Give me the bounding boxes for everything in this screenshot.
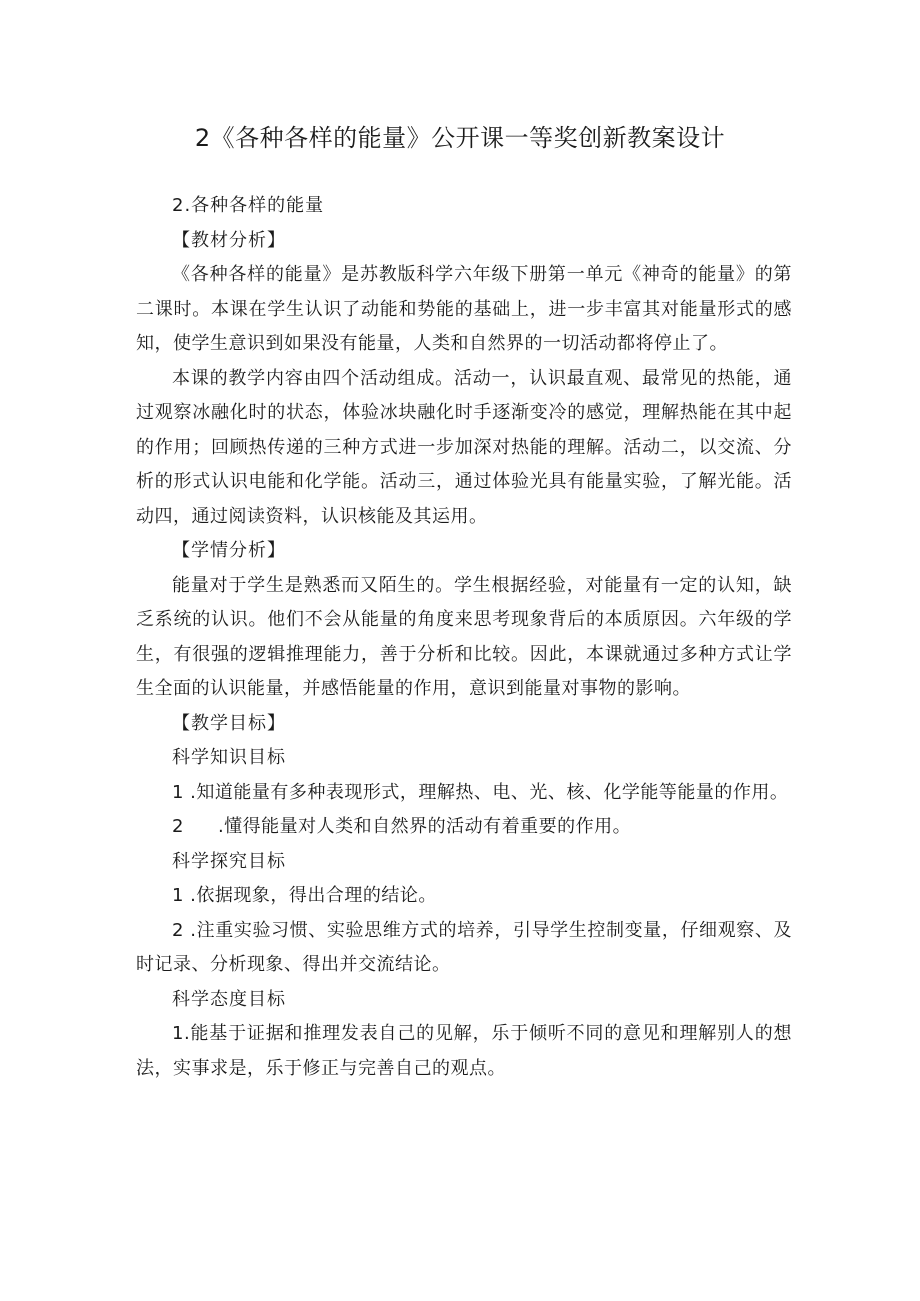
document-body	[136, 189, 792, 1086]
lesson-heading: 2.各种各样的能量	[172, 195, 325, 216]
section-heading-teaching-goals: 【教学目标】	[172, 712, 286, 734]
subheading-knowledge-goals: 科学知识目标	[172, 747, 286, 768]
list-item-text: .懂得能量对人类和自然界的活动有着重要的作用。	[217, 816, 632, 837]
list-item: 1.能基于证据和推理发表自己的见解，乐于倾听不同的意见和理解别人的想法，实事求是，乐于修正与完善自己的观点。	[136, 1023, 792, 1079]
document-title: 2《各种各样的能量》公开课一等奖创新教案设计	[194, 124, 726, 152]
list-item-number: 2	[172, 816, 184, 837]
list-item: 2 .注重实验习惯、实验思维方式的培养，引导学生控制变量，仔细观察、及时记录、分析现象、得出并交流结论。	[136, 919, 792, 975]
subheading-inquiry-goals: 科学探究目标	[172, 850, 286, 872]
paragraph: 《各种各样的能量》是苏教版科学六年级下册第一单元《神奇的能量》的第二课时。本课在学生认识了动能和势能的基础上，进一步丰富其对能量形式的感知，使学生意识到如果没有能量，人类和自然界的一切活动都将停止了。	[136, 264, 792, 354]
section-heading-student-analysis: 【学情分析】	[172, 540, 286, 561]
section-heading-textbook-analysis: 【教材分析】	[172, 229, 286, 251]
paragraph: 本课的教学内容由四个活动组成。活动一，认识最直观、最常见的热能，通过观察冰融化时的状态，体验冰块融化时手逐渐变冷的感觉，理解热能在其中起的作用；回顾热传递的三种方式进一步加深对热能的理解。活动二，以交流、分析的形式认识电能和化学能。活动三，通过体验光具有能量实验，了解光能。活动四，通过阅读资料，认识核能及其运用。	[136, 367, 792, 527]
list-item: 1 .知道能量有多种表现形式，理解热、电、光、核、化学能等能量的作用。	[172, 781, 789, 803]
list-item: 1 .依据现象，得出合理的结论。	[172, 885, 437, 906]
subheading-attitude-goals: 科学态度目标	[172, 988, 286, 1010]
paragraph: 能量对于学生是熟悉而又陌生的。学生根据经验，对能量有一定的认知，缺乏系统的认识。他们不会从能量的角度来思考现象背后的本质原因。六年级的学生，有很强的逻辑推理能力，善于分析和比较。因此，本课就通过多种方式让学生全面的认识能量，并感悟能量的作用，意识到能量对事物的影响。	[136, 574, 792, 699]
list-item	[136, 810, 792, 845]
